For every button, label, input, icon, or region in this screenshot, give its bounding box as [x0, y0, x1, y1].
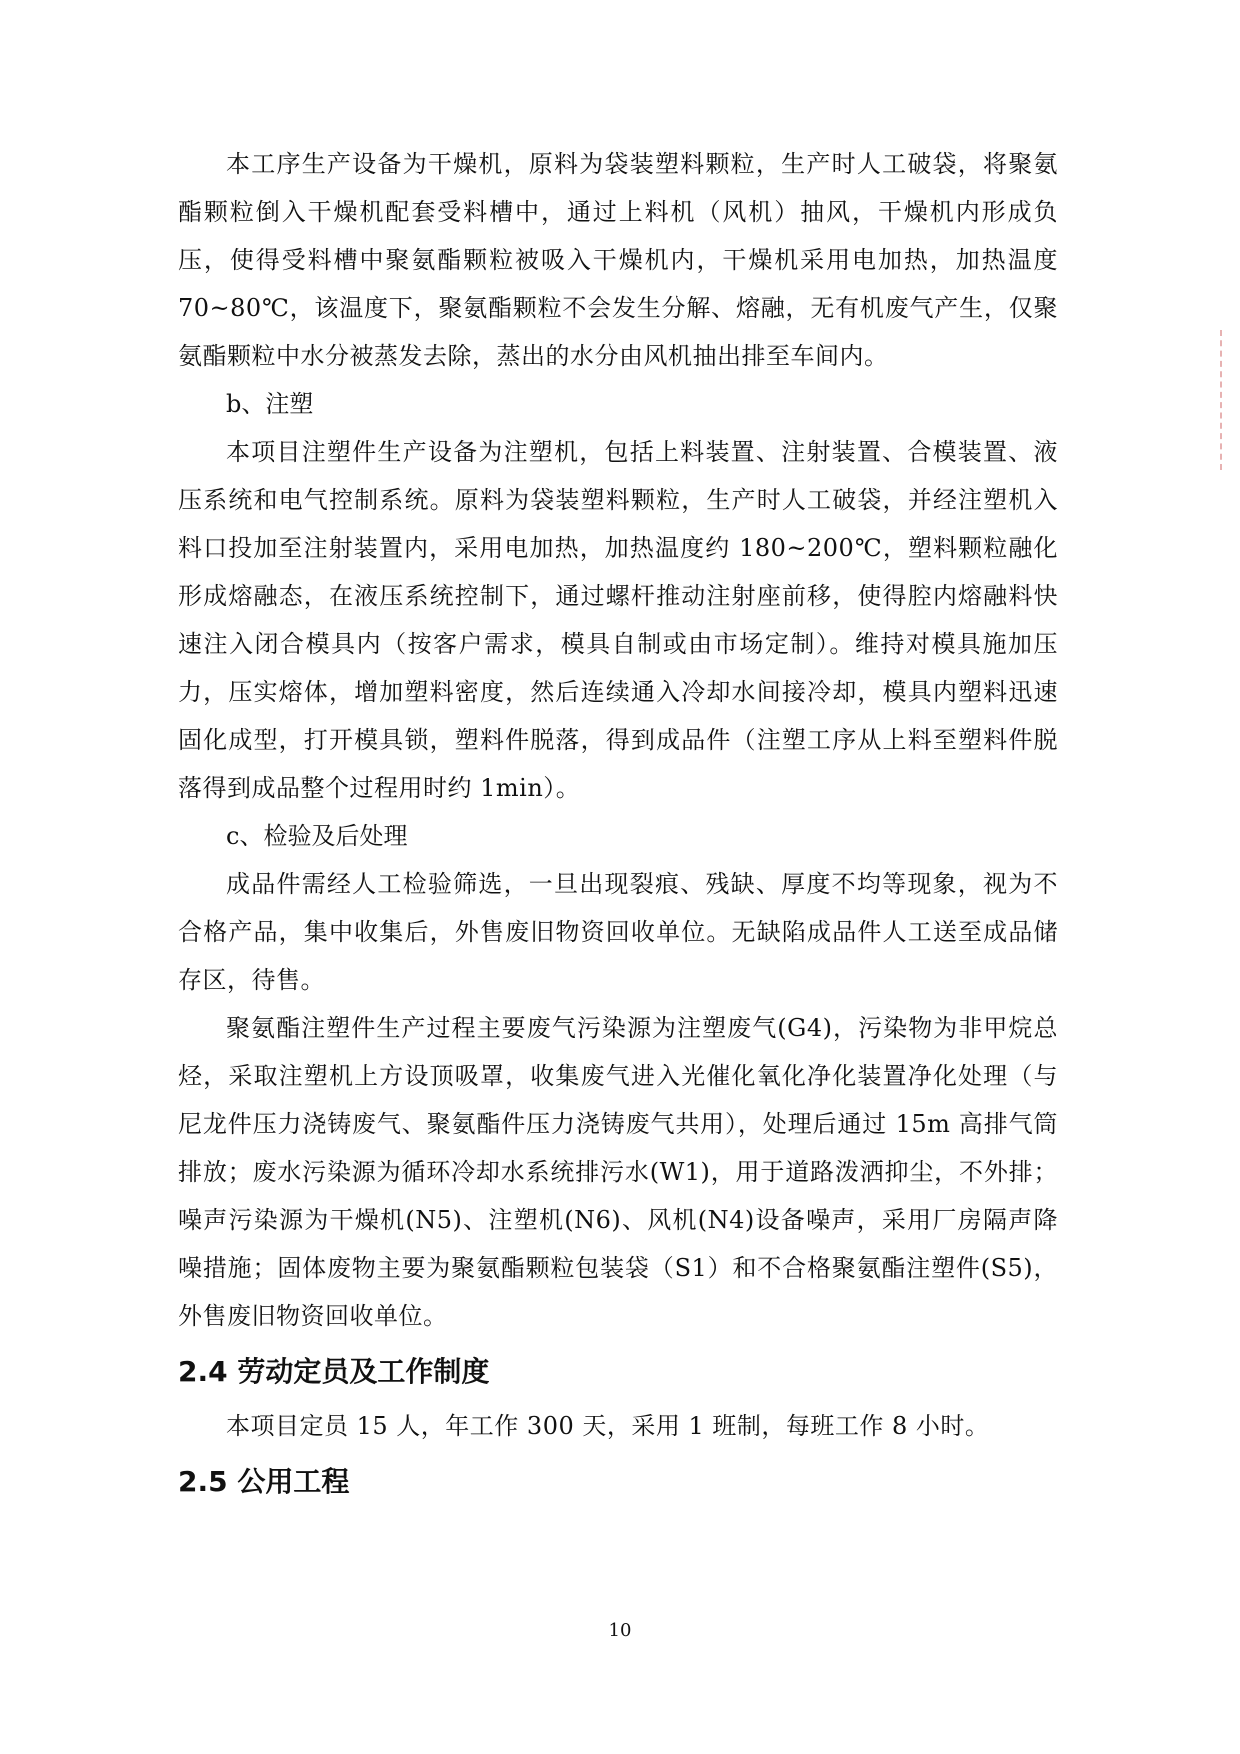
edge-stamp-mark	[1214, 330, 1222, 470]
section-heading-utilities: 2.5 公用工程	[178, 1465, 350, 1498]
subheading-inspection: c、检验及后处理	[226, 822, 408, 850]
page-number: 10	[608, 1620, 632, 1641]
page-content	[178, 140, 1058, 1512]
subheading-injection-molding: b、注塑	[226, 390, 314, 418]
paragraph-labor-schedule: 本项目定员 15 人，年工作 300 天，采用 1 班制，每班工作 8 小时。	[226, 1412, 990, 1440]
paragraph-injection-process: 本项目注塑件生产设备为注塑机，包括上料装置、注射装置、合模装置、液压系统和电气控制系统。原料为袋装塑料颗粒，生产时人工破袋，并经注塑机入料口投加至注射装置内，采用电加热，加热温度约 180~200℃，塑料颗粒融化形成熔融态，在液压系统控制下，通过螺杆推动注射座前移，使得腔内熔融料快速注入闭合模具内（按客户需求，模具自制或由市场定制）。维持对模具施加压力，压实熔体，增加塑料密度，然后连续通入冷却水间接冷却，模具内塑料迅速固化成型，打开模具锁，塑料件脱落，得到成品件（注塑工序从上料至塑料件脱落得到成品整个过程用时约 1min）。	[178, 438, 1058, 802]
section-heading-labor: 2.4 劳动定员及工作制度	[178, 1355, 490, 1388]
paragraph-drying-process: 本工序生产设备为干燥机，原料为袋装塑料颗粒，生产时人工破袋，将聚氨酯颗粒倒入干燥机配套受料槽中，通过上料机（风机）抽风，干燥机内形成负压，使得受料槽中聚氨酯颗粒被吸入干燥机内，干燥机采用电加热，加热温度70~80℃，该温度下，聚氨酯颗粒不会发生分解、熔融，无有机废气产生，仅聚氨酯颗粒中水分被蒸发去除，蒸出的水分由风机抽出排至车间内。	[178, 150, 1058, 370]
paragraph-pollution-sources: 聚氨酯注塑件生产过程主要废气污染源为注塑废气(G4)，污染物为非甲烷总烃，采取注塑机上方设顶吸罩，收集废气进入光催化氧化净化装置净化处理（与尼龙件压力浇铸废气、聚氨酯件压力浇铸废气共用），处理后通过 15m 高排气筒排放；废水污染源为循环冷却水系统排污水(W1)，用于道路泼洒抑尘，不外排；噪声污染源为干燥机(N5)、注塑机(N6)、风机(N4)设备噪声，采用厂房隔声降噪措施；固体废物主要为聚氨酯颗粒包装袋（S1）和不合格聚氨酯注塑件(S5)，外售废旧物资回收单位。	[178, 1014, 1058, 1330]
paragraph-inspection: 成品件需经人工检验筛选，一旦出现裂痕、残缺、厚度不均等现象，视为不合格产品，集中收集后，外售废旧物资回收单位。无缺陷成品件人工送至成品储存区，待售。	[178, 870, 1058, 994]
